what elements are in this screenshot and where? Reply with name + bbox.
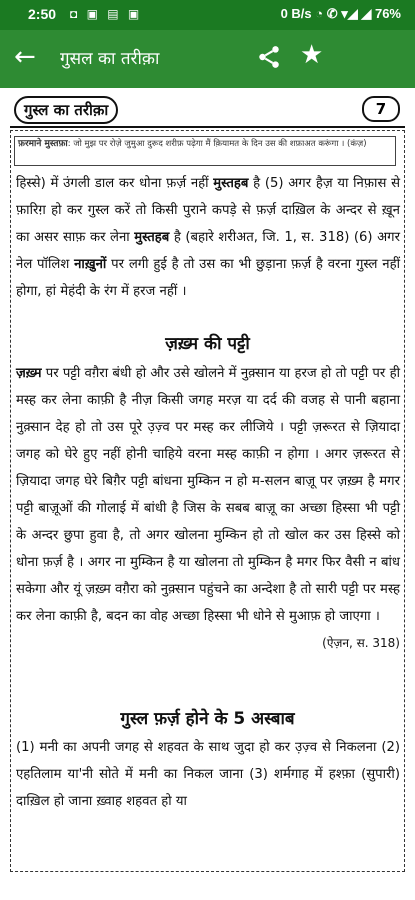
paragraph-3: (1) मनी का अपनी जगह से शहवत के साथ जुदा हो कर उ़ज़्व से निकलना (2) एहतिलाम या'नी सोते में मनी का निकल जाना (3) शर्मगाह में हश्फ़ा (सुपारी) दाख़िल हो जाना ख़्वाह शहवत हो या bbox=[16, 740, 400, 809]
quote-label: फ़रमाने मुस्तफ़ा bbox=[18, 139, 68, 149]
book-page bbox=[0, 88, 415, 900]
back-arrow-icon[interactable]: ← bbox=[14, 42, 36, 72]
book-page-number: 7 bbox=[362, 96, 400, 122]
status-right: 0 B/s ◔ ✆ ▾◢ ◢ 76% bbox=[280, 6, 401, 21]
header-divider bbox=[10, 126, 405, 128]
section-heading-wound-bandage: ज़ख़्म की पट्टी bbox=[165, 334, 250, 354]
p2-text: पर पट्टी वग़ैरा बंधी हो और उसे खोलने में नुक़्सान या हरज हो तो पट्टी पर ही मस्ह कर लेना काफ़ी है नीज़ किसी जगह मरज़ या दर्द की वजह से पानी बहाना नुक़्सान देह हो तो उस पूरे उ़ज़्व पर मस्ह कर लीजिये । पट्टी ज़रूरत से ज़ियादा जगह को घेरे हुए नहीं होनी चाहिये वरना मस्ह काफ़ी न होगा । अगर ज़रूरत से ज़ियादा जगह घेरे बिग़ैर पट्टी बांधना मुम्किन न हो म-सलन बाज़ू पर ज़ख़्म है मगर पट्टी बाज़ूओं की गोलाई में बांधी है जिस के सबब बाज़ू का अच्छा हिस्सा भी पट्टी के अन्दर छुपा हुवा है, तो अगर खोलना मुम्किन हो तो खोल कर उस हिस्से को धोना फ़र्ज़ है । अगर ना मुम्किन है या खोलना तो मुम्किन है मगर फिर वैसी न बांध सकेगा और यूं ज़ख़्म वग़ैरा को नुक़्सान पहुंचने का अन्देशा है तो सारी पट्टी पर मस्ह कर लेना काफ़ी है, बदन का वोह अच्छा हिस्सा भी धोने से मुआफ़ हो जाएगा । bbox=[16, 366, 400, 624]
favorite-star-icon[interactable]: ★ bbox=[300, 40, 324, 70]
p1-text-c: है (बहारे शरीअत, जि. 1, स. 318) (6) अगर नेल पॉलिश bbox=[16, 230, 400, 272]
p1-text-d: पर लगी हुई है तो उस का भी छुड़ाना फ़र्ज़ है वरना गुस्ल नहीं होगा, हां मेहंदी के रंग में हरज नहीं । bbox=[16, 257, 400, 299]
page-title: गुसल का तरीक़ा bbox=[60, 49, 160, 69]
paragraph-2 bbox=[16, 360, 400, 657]
status-time: 2:50 bbox=[28, 6, 57, 22]
section-heading-ghusl-causes: गुस्ल फ़र्ज़ होने के 5 अस्बाब bbox=[120, 709, 295, 729]
p2-bold: ज़ख़्म bbox=[16, 366, 42, 381]
share-icon[interactable] bbox=[256, 44, 282, 70]
quote-box bbox=[14, 136, 396, 166]
notification-icons: ◘ ▣ ▤ ▣ bbox=[70, 7, 143, 21]
p1-text-a: हिस्से) में उंगली डाल कर धोना फ़र्ज़ नहीं bbox=[16, 176, 214, 191]
p1-bold-c: नाख़ुनों bbox=[74, 257, 107, 272]
p1-bold-a: मुस्तहब bbox=[213, 176, 249, 191]
p2-reference: (ऐज़न, स. 318) bbox=[322, 636, 400, 650]
p1-text-b: है (5) अगर हैज़ या निफ़ास से फ़ारिग़ हो कर गुस्ल करें तो किसी पुराने कपड़े से फ़र्ज़ दाख़िल के अन्दर से ख़ून का असर साफ़ कर लेना bbox=[16, 176, 400, 245]
quote-text: : जो मुझ पर रोज़े जुमुआ दुरूद शरीफ़ पढ़ेगा मैं क़ियामत के दिन उस की शफ़ाअत करूंगा । (कंज़) bbox=[67, 139, 367, 149]
status-bar bbox=[0, 0, 415, 30]
p1-bold-b: मुस्तहब bbox=[134, 230, 170, 245]
app-bar bbox=[0, 30, 415, 88]
paragraph-1 bbox=[16, 170, 400, 305]
book-header-title: गुस्ल का तरीक़ा bbox=[14, 96, 118, 124]
